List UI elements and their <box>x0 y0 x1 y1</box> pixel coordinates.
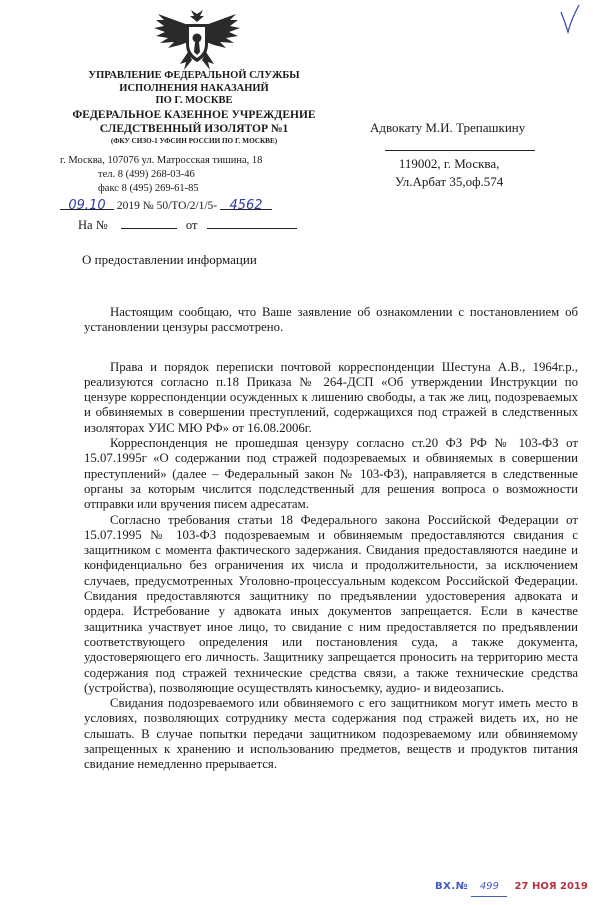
recipient-address-line-2: Ул.Арбат 35,оф.574 <box>395 174 504 189</box>
letter-subject: О предоставлении информации <box>82 252 257 267</box>
registration-year-number: 2019 № 50/ТО/2/1/5- <box>116 200 218 212</box>
registration-date: 09.10 <box>60 198 114 210</box>
reference-ot-label: от <box>185 218 198 232</box>
body-paragraph: Свидания подозреваемого или обвиняемого с его защитником могут иметь место в условиях, позволяющих сотруднику места содержания под стражей видеть их, но не слышать. В случае попытки передачи защитником подозреваемому или обвиняемому запрещенных к хранению и использованию предметов, веществ и продуктов питания свидание немедленно прерывается. <box>84 696 578 772</box>
org-phone: тел. 8 (499) 268-03-46 <box>98 169 195 180</box>
registration-line <box>60 198 272 212</box>
org-line-2: ИСПОЛНЕНИЯ НАКАЗАНИЙ <box>119 82 269 94</box>
registration-number: 4562 <box>220 198 272 210</box>
org-line-4: ФЕДЕРАЛЬНОЕ КАЗЕННОЕ УЧРЕЖДЕНИЕ <box>72 108 316 121</box>
stamp-date: 27 НОЯ 2019 <box>514 881 588 892</box>
org-fax: факс 8 (495) 269-61-85 <box>98 183 199 194</box>
recipient-name: Адвокату М.И. Трепашкину <box>370 120 526 135</box>
org-line-3: ПО Г. МОСКВЕ <box>155 95 233 107</box>
reference-date-blank <box>207 217 297 229</box>
org-line-6: (ФКУ СИЗО-1 УФСИН РОССИИ ПО Г. МОСКВЕ) <box>110 136 278 145</box>
stamp-number: 499 <box>471 878 507 897</box>
recipient-address-line-1: 119002, г. Москва, <box>398 156 500 171</box>
org-contacts <box>60 154 340 196</box>
org-line-1: УПРАВЛЕНИЕ ФЕДЕРАЛЬНОЙ СЛУЖБЫ <box>88 70 300 81</box>
org-line-5: СЛЕДСТВЕННЫЙ ИЗОЛЯТОР №1 <box>99 122 289 135</box>
body-paragraph: Права и порядок переписки почтовой корреспонденции Шестуна А.В., 1964г.р., реализуются согласно п.18 Приказа № 264-ДСП «Об утверждении Инструкции по цензуре корреспонденции осужденных к лишению свободы, а так же лиц, подозреваемых и обвиняемых в совершении преступлений, содержащихся под стражей в следственных изоляторах УИС МЮ РФ» от 16.08.2006г. <box>84 359 578 435</box>
body-paragraph: Настоящим сообщаю, что Ваше заявление об ознакомлении с постановлением об установлении цензуры рассмотрено. <box>84 305 578 335</box>
body-paragraph: Корреспонденция не прошедшая цензуру согласно ст.20 ФЗ РФ № 103-ФЗ от 15.07.1995г «О содержании под стражей подозреваемых и обвиняемых в совершении преступлений» (далее – Федеральный закон № 103-ФЗ), направляется в следственные органы за которым числится подследственный для решения вопроса о возможности отправки или вручения писем адресатам. <box>84 436 578 512</box>
eagle-emblem-icon <box>150 8 244 72</box>
reference-na-label: На № <box>78 218 108 232</box>
stamp-label: ВХ.№ <box>435 881 469 892</box>
org-address: г. Москва, 107076 ул. Матросская тишина, 18 <box>60 155 263 166</box>
organization-header <box>44 70 344 146</box>
letter-body <box>84 305 578 773</box>
incoming-stamp <box>435 878 591 896</box>
checkmark-icon <box>560 4 580 34</box>
body-paragraph: Согласно требования статьи 18 Федерального закона Российской Федерации от 15.07.1995 № 103-ФЗ подозреваемым и обвиняемым предоставляются свидания с защитником с момента фактического задержания. Свидания предоставляются наедине и конфиденциально без ограничения их числа и продолжительности, за исключением случаев, предусмотренных Уголовно-процессуальным кодексом Российской Федерации. Свидания предоставляются защитнику по предъявлении удостоверения адвоката и ордера. Истребование у адвоката иных документов запрещается. Если в качестве защитника участвует иное лицо, то свидание с ним предоставляется по предъявлении соответствующего определения или постановления суда, а также документа, удостоверяющего его личность. Защитнику запрещается проносить на территорию места содержания под стражей технические средства связи, а также технические средства (устройства), позволяющие осуществлять киносъемку, аудио- и видеозапись. <box>84 512 578 695</box>
recipient-address <box>395 155 503 191</box>
recipient-divider <box>385 150 535 151</box>
reference-number-blank <box>121 217 177 229</box>
reference-line <box>78 217 297 233</box>
